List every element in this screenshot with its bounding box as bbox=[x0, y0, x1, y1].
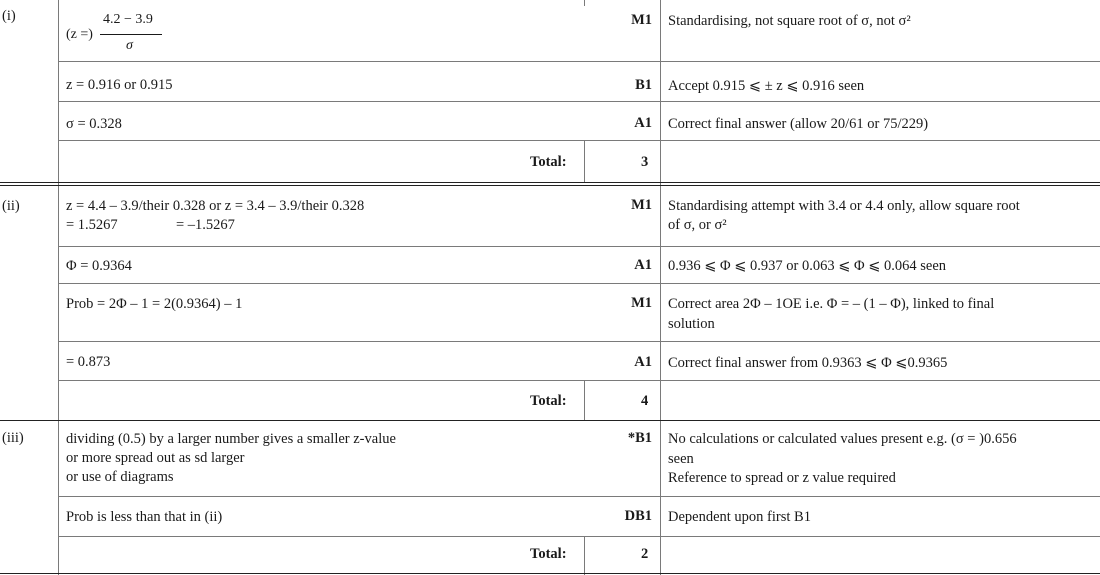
mark-code: A1 bbox=[634, 354, 652, 370]
total-label: Total: bbox=[530, 393, 567, 409]
guidance-text: Standardising, not square root of σ, not σ² bbox=[668, 13, 911, 29]
guidance-text: Standardising attempt with 3.4 or 4.4 only, allow square root bbox=[668, 198, 1020, 214]
mark-code: A1 bbox=[634, 115, 652, 131]
row-divider bbox=[58, 341, 1100, 342]
row-divider bbox=[58, 283, 1100, 284]
answer-text: σ = 0.328 bbox=[66, 116, 122, 132]
guidance-text: seen bbox=[668, 451, 694, 467]
column-divider-mark bbox=[660, 0, 661, 575]
guidance-text: Accept 0.915 ⩽ ± z ⩽ 0.916 seen bbox=[668, 78, 865, 94]
mark-code: M1 bbox=[631, 295, 652, 311]
part-label-iii: (iii) bbox=[2, 430, 24, 446]
total-value: 3 bbox=[641, 154, 649, 170]
section-divider bbox=[0, 420, 1100, 421]
answer-text: = –1.5267 bbox=[176, 217, 235, 233]
guidance-text: of σ, or σ² bbox=[668, 217, 727, 233]
guidance-text: No calculations or calculated values present e.g. (σ = )0.656 bbox=[668, 431, 1017, 447]
row-divider bbox=[58, 496, 1100, 497]
answer-text: z = 4.4 – 3.9/their 0.328 or z = 3.4 – 3.9/their 0.328 bbox=[66, 198, 365, 214]
mark-code: M1 bbox=[631, 12, 652, 28]
mark-code: M1 bbox=[631, 197, 652, 213]
column-divider-part bbox=[58, 0, 59, 575]
guidance-text: Reference to spread or z value required bbox=[668, 470, 896, 486]
column-divider-total-i bbox=[584, 140, 585, 182]
row-divider bbox=[58, 140, 1100, 141]
guidance-text: Dependent upon first B1 bbox=[668, 509, 811, 525]
row-divider bbox=[58, 101, 1100, 102]
table-bottom-border bbox=[0, 573, 1100, 574]
answer-text: or use of diagrams bbox=[66, 469, 174, 485]
z-prefix: (z =) bbox=[66, 27, 93, 42]
answer-text: or more spread out as sd larger bbox=[66, 450, 245, 466]
guidance-text: solution bbox=[668, 316, 715, 332]
total-value: 4 bbox=[641, 393, 649, 409]
mark-code: B1 bbox=[635, 77, 652, 93]
answer-text: = 0.873 bbox=[66, 354, 111, 370]
fraction-bar bbox=[100, 34, 162, 35]
answer-text: Φ = 0.9364 bbox=[66, 258, 132, 274]
column-divider-total-iii bbox=[584, 536, 585, 575]
answer-text: dividing (0.5) by a larger number gives a smaller z-value bbox=[66, 431, 396, 447]
guidance-text: 0.936 ⩽ Φ ⩽ 0.937 or 0.063 ⩽ Φ ⩽ 0.064 seen bbox=[668, 258, 947, 274]
row-divider bbox=[58, 246, 1100, 247]
fraction-numerator: 4.2 − 3.9 bbox=[103, 12, 153, 27]
fraction-denominator: σ bbox=[126, 38, 133, 53]
column-divider-total-top bbox=[584, 0, 585, 6]
guidance-text: Correct final answer (allow 20/61 or 75/229) bbox=[668, 116, 929, 132]
row-divider bbox=[58, 61, 1100, 62]
answer-text: Prob = 2Φ – 1 = 2(0.9364) – 1 bbox=[66, 296, 243, 312]
guidance-text: Correct final answer from 0.9363 ⩽ Φ ⩽0.9365 bbox=[668, 355, 948, 371]
answer-text: = 1.5267 bbox=[66, 217, 118, 233]
part-label-i: (i) bbox=[2, 8, 16, 24]
answer-text: Prob is less than that in (ii) bbox=[66, 509, 223, 525]
row-divider bbox=[58, 536, 1100, 537]
section-divider bbox=[0, 182, 1100, 183]
part-label-ii: (ii) bbox=[2, 198, 20, 214]
row-divider bbox=[58, 380, 1100, 381]
guidance-text: Correct area 2Φ – 1OE i.e. Φ = – (1 – Φ), linked to final bbox=[668, 296, 995, 312]
total-value: 2 bbox=[641, 546, 649, 562]
mark-code: DB1 bbox=[624, 508, 652, 524]
section-divider bbox=[0, 185, 1100, 186]
column-divider-total-ii bbox=[584, 380, 585, 420]
mark-code: A1 bbox=[634, 257, 652, 273]
mark-code: *B1 bbox=[627, 430, 652, 446]
total-label: Total: bbox=[530, 546, 567, 562]
answer-text: z = 0.916 or 0.915 bbox=[66, 77, 173, 93]
total-label: Total: bbox=[530, 154, 567, 170]
